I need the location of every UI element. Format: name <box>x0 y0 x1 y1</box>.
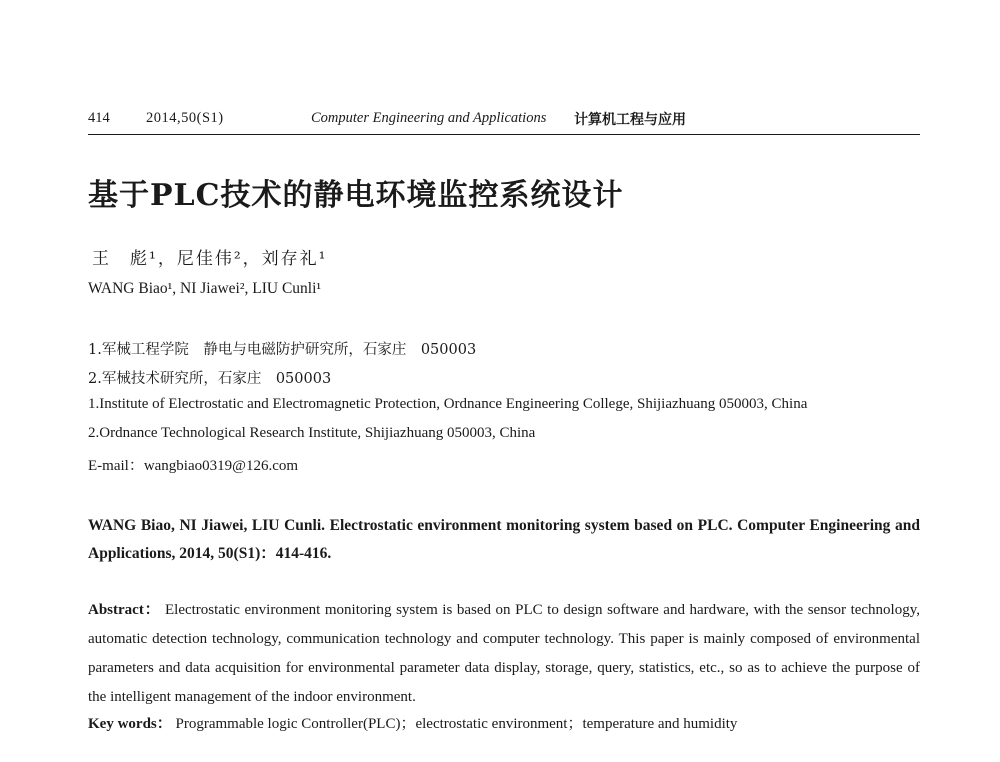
abstract-label: Abstract： <box>88 602 161 618</box>
abstract-text: Electrostatic environment monitoring system is based on PLC to design software and hardware, with the sensor technology, automatic detection technology, communication technology and computer technology. This paper is mainly composed of environmental parameters and data acquisition for environmental parameter data display, storage, query, statistics, etc., so as to achieve the purpose of the intelligent management of the indoor environment. <box>88 602 920 705</box>
journal-name-en: Computer Engineering and Applications <box>311 110 547 126</box>
keywords-label: Key words： <box>88 716 172 732</box>
keywords-text: Programmable logic Controller(PLC)；electrostatic environment；temperature and humidity <box>175 716 738 732</box>
header-rule <box>88 134 920 135</box>
page-number: 414 <box>88 110 110 126</box>
affiliation-en-2: 2.Ordnance Technological Research Institute, Shijiazhuang 050003, China <box>88 425 536 441</box>
affiliation-cn-1: 1.军械工程学院 静电与电磁防护研究所，石家庄 050003 <box>88 342 477 358</box>
authors-english: WANG Biao¹, NI Jiawei², LIU Cunli¹ <box>88 280 322 297</box>
abstract-block <box>88 596 920 712</box>
journal-name-cn: 计算机工程与应用 <box>574 112 686 128</box>
author-email: E-mail：wangbiao0319@126.com <box>88 458 299 474</box>
keywords-block <box>88 710 920 739</box>
citation-block: WANG Biao, NI Jiawei, LIU Cunli. Electrostatic environment monitoring system based on PLC. Computer Engineering and Applications, 2014, 50(S1)：414-416. <box>88 517 920 562</box>
volume-issue: 2014,50(S1) <box>146 110 224 126</box>
affiliation-en-1: 1.Institute of Electrostatic and Electromagnetic Protection, Ordnance Engineering College, Shijiazhuang 050003, China <box>88 396 808 412</box>
affiliation-cn-2: 2.军械技术研究所，石家庄 050003 <box>88 371 332 387</box>
authors-chinese: 王 彪¹，尼佳伟²，刘存礼¹ <box>92 249 328 269</box>
running-header <box>88 106 920 130</box>
paper-title: 基于PLC技术的静电环境监控系统设计 <box>88 178 624 213</box>
